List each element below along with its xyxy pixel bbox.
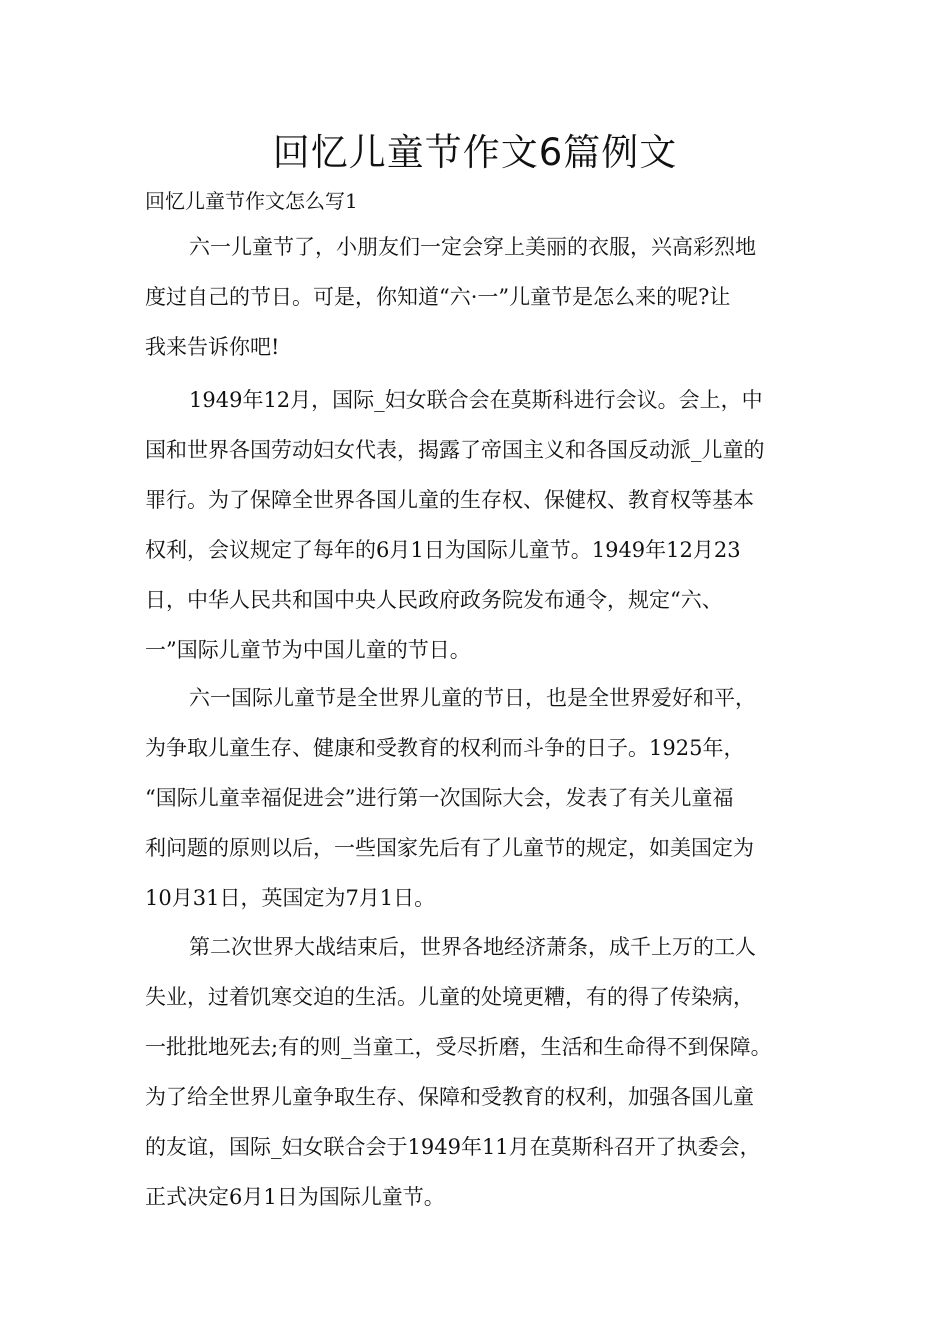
paragraph-line: 一”国际儿童节为中国儿童的节日。 xyxy=(145,638,471,662)
paragraph-line: 六一儿童节了，小朋友们一定会穿上美丽的衣服，兴高彩烈地 xyxy=(189,235,756,259)
paragraph-line: 我来告诉你吧! xyxy=(145,335,280,359)
paragraph-line: 六一国际儿童节是全世界儿童的节日，也是全世界爱好和平， xyxy=(189,686,756,710)
paragraph-line: 正式决定6月1日为国际儿童节。 xyxy=(145,1185,445,1209)
paragraph-line: 10月31日，英国定为7月1日。 xyxy=(145,886,436,910)
paragraph-line: 第二次世界大战结束后，世界各地经济萧条，成千上万的工人 xyxy=(189,935,756,959)
paragraph-line: “国际儿童幸福促进会”进行第一次国际大会，发表了有关儿童福 xyxy=(145,786,734,810)
paragraph-line: 国和世界各国劳动妇女代表，揭露了帝国主义和各国反动派_儿童的 xyxy=(145,438,765,462)
paragraph-line: 1949年12月，国际_妇女联合会在莫斯科进行会议。会上，中 xyxy=(189,388,763,412)
section-heading: 回忆儿童节作文怎么写1 xyxy=(145,189,358,213)
paragraph-line: 日，中华人民共和国中央人民政府政务院发布通令，规定“六、 xyxy=(145,588,723,612)
paragraph-line: 罪行。为了保障全世界各国儿童的生存权、保健权、教育权等基本 xyxy=(145,488,754,512)
paragraph-line: 的友谊，国际_妇女联合会于1949年11月在莫斯科召开了执委会， xyxy=(145,1135,761,1159)
paragraph-3 xyxy=(145,673,845,923)
paragraph-line: 权利，会议规定了每年的6月1日为国际儿童节。1949年12月23 xyxy=(145,538,741,562)
paragraph-line: 为了给全世界儿童争取生存、保障和受教育的权利，加强各国儿童 xyxy=(145,1085,754,1109)
paragraph-2 xyxy=(145,375,845,675)
paragraph-line: 为争取儿童生存、健康和受教育的权利而斗争的日子。1925年， xyxy=(145,736,745,760)
paragraph-1 xyxy=(145,222,845,372)
paragraph-line: 度过自己的节日。可是，你知道“六·一”儿童节是怎么来的呢?让 xyxy=(145,285,731,309)
paragraph-line: 利问题的原则以后，一些国家先后有了儿童节的规定，如美国定为 xyxy=(145,836,754,860)
paragraph-line: 失业，过着饥寒交迫的生活。儿童的处境更糟，有的得了传染病， xyxy=(145,985,754,1009)
paragraph-line: 一批批地死去;有的则_当童工，受尽折磨，生活和生命得不到保障。 xyxy=(145,1035,772,1059)
paragraph-4 xyxy=(145,922,845,1222)
document-title: 回忆儿童节作文6篇例文 xyxy=(272,131,678,174)
